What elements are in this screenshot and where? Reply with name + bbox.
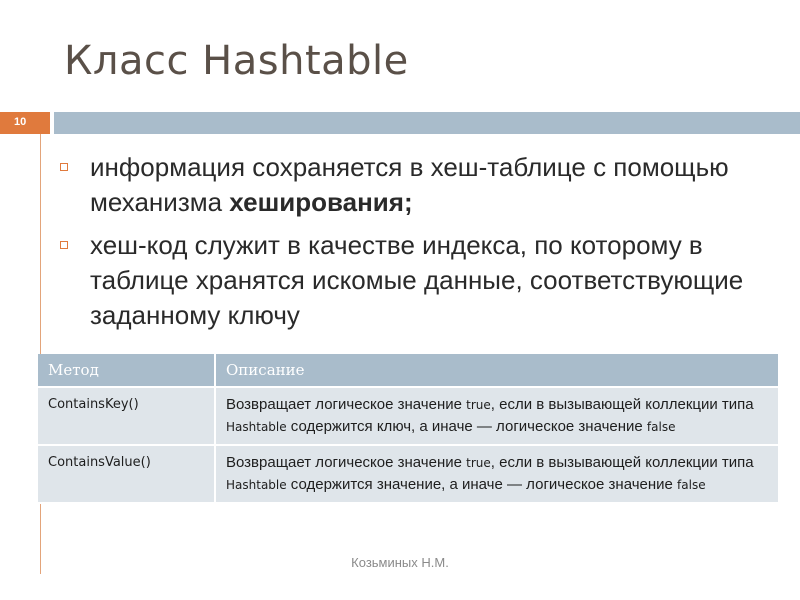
desc-text: содержится значение, а иначе — логическое значение	[286, 476, 678, 493]
bullet-list	[60, 150, 760, 341]
desc-false: false	[646, 420, 676, 434]
bullet-bold-term: хеширования	[229, 187, 404, 217]
square-bullet-icon	[60, 163, 68, 171]
desc-text: , если в вызывающей коллекции типа	[490, 454, 754, 471]
bullet-punct: ;	[403, 187, 413, 217]
bullet-text: хеш-код служит в качестве индекса, по которому в таблице хранятся искомые данные, соответствующие заданному ключу	[90, 230, 744, 330]
desc-text: Возвращает логическое значение	[226, 396, 467, 413]
column-header-description: Описание	[215, 354, 778, 387]
slide-title: Класс Hashtable	[64, 38, 409, 84]
bullet-text: информация сохраняется в хеш-таблице с помощью механизма	[90, 152, 729, 217]
column-header-method: Метод	[38, 354, 215, 387]
description-cell	[215, 445, 778, 503]
table-row	[38, 387, 778, 445]
desc-text: Возвращает логическое значение	[226, 454, 467, 471]
slide-number: 10	[14, 116, 27, 128]
footer-author: Козьминых Н.М.	[351, 555, 449, 570]
desc-type: Hashtable	[226, 478, 287, 492]
desc-false: false	[677, 478, 706, 492]
desc-true: true	[466, 398, 491, 412]
desc-text: , если в вызывающей коллекции типа	[490, 396, 754, 413]
bullet-item	[60, 228, 760, 333]
method-name-cell: ContainsKey()	[38, 387, 215, 445]
methods-table	[38, 354, 778, 504]
description-cell	[215, 387, 778, 445]
title-underline-bar	[54, 112, 800, 134]
desc-type: Hashtable	[226, 420, 287, 434]
table-row	[38, 445, 778, 503]
table-header-row	[38, 354, 778, 387]
desc-text: содержится ключ, а иначе — логическое значение	[286, 418, 647, 435]
desc-true: true	[466, 456, 491, 470]
method-name-cell: ContainsValue()	[38, 445, 215, 503]
square-bullet-icon	[60, 241, 68, 249]
bullet-item	[60, 150, 760, 220]
